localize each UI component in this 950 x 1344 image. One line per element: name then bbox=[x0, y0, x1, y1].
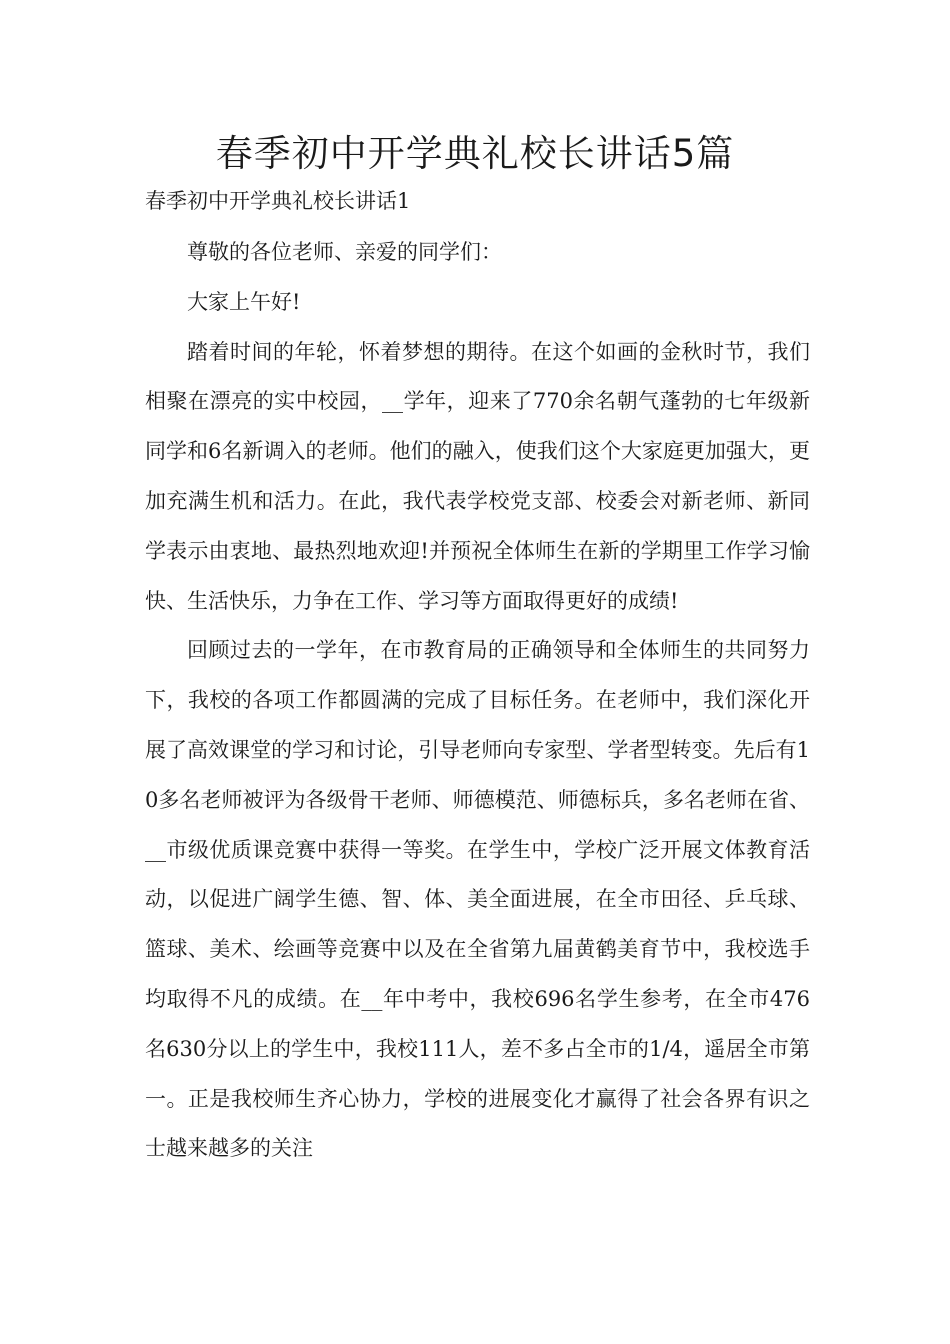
document-title: 春季初中开学典礼校长讲话5篇 bbox=[215, 132, 735, 175]
section-heading: 春季初中开学典礼校长讲话1 bbox=[145, 189, 411, 213]
greeting-paragraph: 大家上午好! bbox=[187, 289, 301, 314]
salutation-paragraph: 尊敬的各位老师、亲爱的同学们： bbox=[187, 240, 502, 264]
welcome-paragraph: 踏着时间的年轮，怀着梦想的期待。在这个如画的金秋时节，我们相聚在漂亮的实中校园，__学年，迎来了770余名朝气蓬勃的七年级新同学和6名新调入的老师。他们的融入，使我们这个大家庭更加强大，更加充满生机和活力。在此，我代表学校党支部、校委会对新老师、新同学表示由衷地、最热烈地欢迎!并预祝全体师生在新的学期里工作学习愉快、生活快乐，力争在工作、学习等方面取得更好的成绩! bbox=[145, 339, 810, 613]
review-paragraph: 回顾过去的一学年，在市教育局的正确领导和全体师生的共同努力下，我校的各项工作都圆满的完成了目标任务。在老师中，我们深化开展了高效课堂的学习和讨论，引导老师向专家型、学者型转变。先后有10多名老师被评为各级骨干老师、师德模范、师德标兵，多名老师在省、__市级优质课竞赛中获得一等奖。在学生中，学校广泛开展文体教育活动，以促进广阔学生德、智、体、美全面进展，在全市田径、乒乓球、篮球、美术、绘画等竞赛中以及在全省第九届黄鹤美育节中，我校选手均取得不凡的成绩。在__年中考中，我校696名学生参考，在全市476名630分以上的学生中，我校111人，差不多占全市的1/4，遥居全市第一。正是我校师生齐心协力，学校的进展变化才赢得了社会各界有识之士越来越多的关注 bbox=[145, 638, 810, 1161]
document-body bbox=[145, 228, 810, 1174]
